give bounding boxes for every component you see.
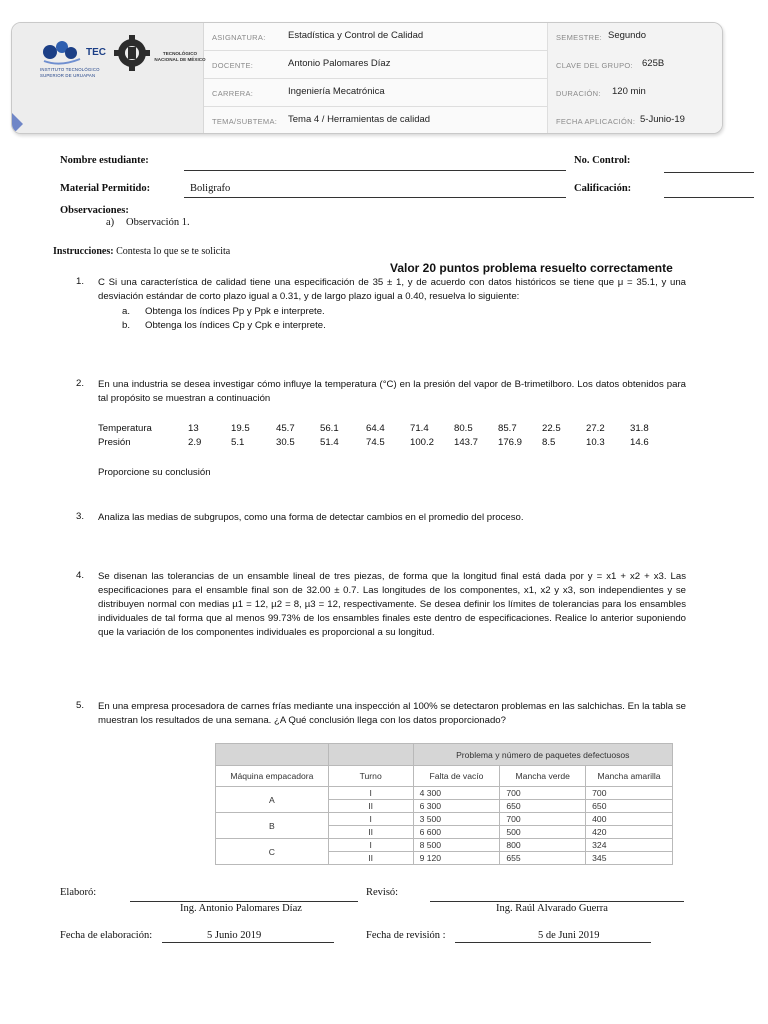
tec-logo-name: TEC [86, 47, 106, 58]
pres-value: 5.1 [231, 437, 245, 448]
logo-area [12, 23, 204, 134]
col-machine: Máquina empacadora [216, 766, 329, 787]
verde-cell: 700 [500, 813, 586, 826]
machine-cell: A [216, 787, 329, 813]
q4-text: Se disenan las tolerancias de un ensamble lineal de tres piezas, de forma que la longitud final está dada por y = x1 + x2 + x3. Las especificaciones para el ensamble final son de 32.00 ± 0.7. Las longitudes de los componentes, x1, x2 y x3, son independientes y se distribuyen normal con medias µ1 = 12, µ2 = 8, µ3 = 12, respectivamente. Se desea definir los límites de tolerancias para los ensambles individuales de tal forma que al menos 99.73% de los ensambles finales este dentro de especificaciones. Realice lo anterior suponiendo que la variación de los componentes individuales es proporcional a su longitud. [98, 571, 686, 638]
carrera-row [204, 79, 723, 107]
elaboro-line [130, 901, 358, 902]
nombre-line[interactable] [184, 170, 566, 171]
temp-value: 56.1 [320, 423, 339, 434]
q1-number: 1. [76, 276, 85, 287]
fecha-aplicacion-value: 5-Junio-19 [640, 114, 685, 125]
q1-text: C Si una característica de calidad tiene una especificación de 35 ± 1, y de acuerdo con datos históricos se tiene que μ = 35.1, y una desviación estándar de corto plazo igual a 0.31, y de largo plazo igual a 0.40, resuelva lo siguiente: [98, 277, 686, 302]
verde-cell: 500 [500, 826, 586, 839]
reviso-name: Ing. Raúl Alvarado Guerra [496, 903, 608, 914]
instrucciones [53, 246, 230, 257]
vacio-cell: 9 120 [413, 852, 500, 865]
turno-cell: I [328, 813, 413, 826]
q3-number: 3. [76, 511, 85, 522]
machine-cell: B [216, 813, 329, 839]
pres-value: 10.3 [586, 437, 605, 448]
temp-value: 80.5 [454, 423, 473, 434]
pres-value: 14.6 [630, 437, 649, 448]
verde-cell: 800 [500, 839, 586, 852]
q4-number: 4. [76, 570, 85, 581]
col-vacio: Falta de vacío [413, 766, 500, 787]
q2-conclusion: Proporcione su conclusión [98, 467, 211, 478]
observacion-item: Observación 1. [126, 217, 190, 228]
temp-value: 22.5 [542, 423, 561, 434]
q3-text: Analiza las medias de subgrupos, como una forma de detectar cambios en el promedio del proceso. [98, 512, 524, 523]
temp-value: 71.4 [410, 423, 429, 434]
temperature-label: Temperatura [98, 423, 152, 434]
verde-cell: 700 [500, 787, 586, 800]
clave-value: 625B [642, 58, 665, 69]
amarilla-cell: 700 [586, 787, 673, 800]
q2-text: En una industria se desea investigar cómo influye la temperatura (°C) en la presión del vapor de B-trimetilboro. Los datos obtenidos para tal propósito se muestran a continuación [98, 379, 686, 404]
clave-cell [547, 51, 723, 79]
nocontrol-line[interactable] [664, 172, 754, 173]
vacio-cell: 3 500 [413, 813, 500, 826]
table-header-row [216, 766, 673, 787]
fecha-revision-value: 5 de Juni 2019 [538, 930, 600, 941]
turno-cell: I [328, 787, 413, 800]
table-row [216, 813, 673, 826]
q5-text: En una empresa procesadora de carnes frías mediante una inspección al 100% se detectaron problemas en las salchichas. En la tabla se muestran los resultados de una semana. ¿A Qué conclusión llega con los datos proporcionado? [98, 701, 686, 726]
fecha-revision-label: Fecha de revisión : [366, 930, 446, 941]
verde-cell: 655 [500, 852, 586, 865]
pres-value: 143.7 [454, 437, 479, 448]
pressure-label: Presión [98, 437, 131, 448]
tema-label: TEMA/SUBTEMA: [212, 117, 278, 126]
pressure-row [98, 437, 678, 451]
amarilla-cell: 420 [586, 826, 673, 839]
amarilla-cell: 650 [586, 800, 673, 813]
duracion-label: DURACIÓN: [556, 89, 601, 98]
docente-value: Antonio Palomares Díaz [288, 58, 391, 69]
temp-value: 64.4 [366, 423, 385, 434]
pres-value: 74.5 [366, 437, 385, 448]
q2-number: 2. [76, 378, 85, 389]
calificacion-line[interactable] [664, 197, 754, 198]
table-row [216, 787, 673, 800]
temperature-row [98, 423, 678, 437]
carrera-label: CARRERA: [212, 89, 254, 98]
tema-value: Tema 4 / Herramientas de calidad [288, 114, 431, 125]
duracion-cell [547, 79, 723, 107]
col-verde: Mancha verde [500, 766, 586, 787]
temp-value: 13 [188, 423, 199, 434]
semestre-cell [547, 23, 723, 51]
asignatura-row [204, 23, 723, 51]
machine-cell: C [216, 839, 329, 865]
fecha-elaboracion-value: 5 Junio 2019 [207, 930, 262, 941]
amarilla-cell: 400 [586, 813, 673, 826]
col-amarilla: Mancha amarilla [586, 766, 673, 787]
pres-value: 8.5 [542, 437, 556, 448]
reviso-line [430, 901, 684, 902]
valor-title: Valor 20 puntos problema resuelto correctamente [390, 261, 673, 275]
elaboro-name: Ing. Antonio Palomares Díaz [180, 903, 302, 914]
q1-b-marker: b. [122, 320, 131, 331]
fecha-aplicacion-cell [547, 107, 723, 134]
temp-value: 19.5 [231, 423, 250, 434]
table-row [216, 839, 673, 852]
pres-value: 30.5 [276, 437, 295, 448]
material-label: Material Permitido: [60, 183, 151, 194]
q1-a-marker: a. [122, 306, 131, 317]
vacio-cell: 6 600 [413, 826, 500, 839]
docente-row [204, 51, 723, 79]
asignatura-label: ASIGNATURA: [212, 33, 266, 42]
fecha-elaboracion-line [162, 942, 334, 943]
turno-cell: I [328, 839, 413, 852]
nocontrol-label: No. Control: [574, 155, 631, 166]
fecha-revision-line [455, 942, 651, 943]
corner-triangle-icon [12, 113, 23, 134]
fecha-elaboracion-label: Fecha de elaboración: [60, 930, 153, 941]
turno-cell: II [328, 852, 413, 865]
temp-value: 85.7 [498, 423, 517, 434]
amarilla-cell: 324 [586, 839, 673, 852]
fecha-aplicacion-label: FECHA APLICACIÓN: [556, 117, 636, 126]
verde-cell: 650 [500, 800, 586, 813]
tecnm-gear-icon [114, 33, 150, 73]
turno-cell: II [328, 826, 413, 839]
q1-b-text: Obtenga los índices Cp y Cpk e interprete. [145, 320, 326, 331]
observacion-marker: a) [106, 217, 115, 228]
q5-number: 5. [76, 700, 85, 711]
elaboro-label: Elaboró: [60, 887, 97, 898]
defects-table [215, 743, 673, 865]
instrucciones-label: Instrucciones: [53, 246, 114, 257]
semestre-value: Segundo [608, 30, 647, 41]
temp-value: 27.2 [586, 423, 605, 434]
material-value: Boligrafo [190, 183, 231, 194]
material-line [184, 197, 566, 198]
tema-row [204, 107, 723, 134]
pres-value: 176.9 [498, 437, 523, 448]
temp-value: 45.7 [276, 423, 295, 434]
calificacion-label: Calificación: [574, 183, 632, 194]
asignatura-value: Estadística y Control de Calidad [288, 30, 424, 41]
duracion-value: 120 min [612, 86, 646, 97]
temp-value: 31.8 [630, 423, 649, 434]
header-card [11, 22, 723, 134]
semestre-label: SEMESTRE: [556, 33, 603, 42]
vacio-cell: 8 500 [413, 839, 500, 852]
pres-value: 100.2 [410, 437, 435, 448]
reviso-label: Revisó: [366, 887, 399, 898]
pres-value: 51.4 [320, 437, 339, 448]
vacio-cell: 6 300 [413, 800, 500, 813]
observaciones-label: Observaciones: [60, 205, 129, 216]
table-group-header: Problema y número de paquetes defectuosos [413, 744, 672, 766]
turno-cell: II [328, 800, 413, 813]
tecnm-logo-text: TECNOLÓGICO NACIONAL DE MÉXICO [154, 51, 206, 62]
nombre-label: Nombre estudiante: [60, 155, 149, 166]
clave-label: CLAVE DEL GRUPO: [556, 61, 633, 70]
carrera-value: Ingeniería Mecatrónica [288, 86, 385, 97]
table-group-header-row [216, 744, 673, 766]
pres-value: 2.9 [188, 437, 202, 448]
vacio-cell: 4 300 [413, 787, 500, 800]
instrucciones-text: Contesta lo que se te solicita [116, 246, 231, 257]
q1-a-text: Obtenga los índices Pp y Ppk e interprete. [145, 306, 325, 317]
docente-label: DOCENTE: [212, 61, 254, 70]
tec-logo-text: INSTITUTO TECNOLÓGICO SUPERIOR DE URUAPAN [40, 67, 100, 78]
col-turno: Turno [328, 766, 413, 787]
amarilla-cell: 345 [586, 852, 673, 865]
